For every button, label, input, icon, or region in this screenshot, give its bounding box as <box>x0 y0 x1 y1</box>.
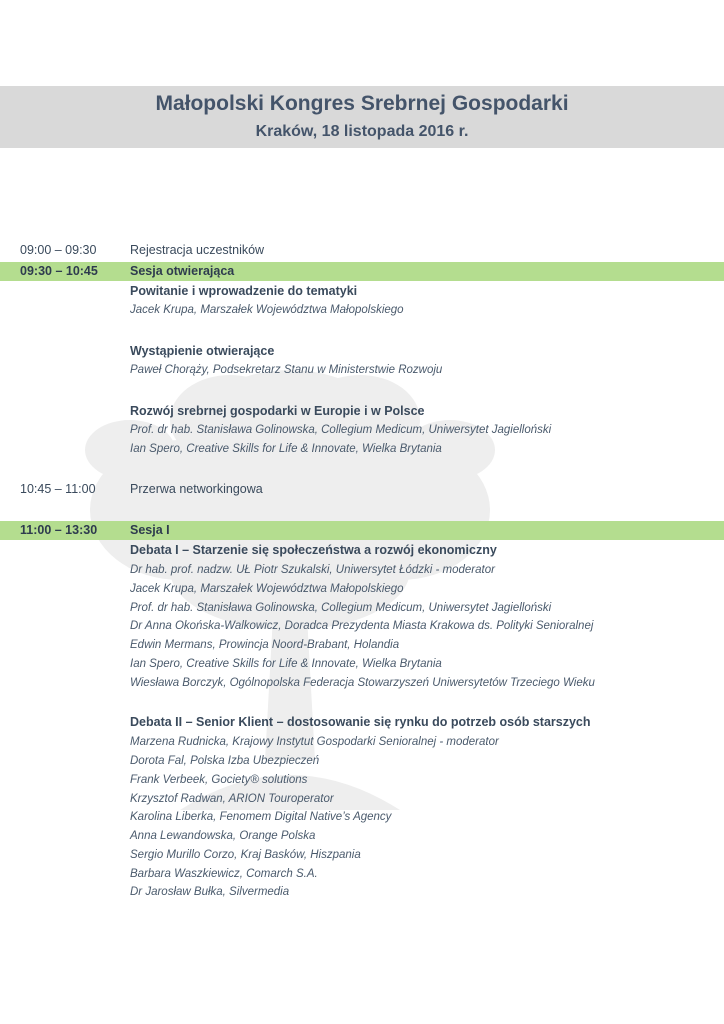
panelist: Edwin Mermans, Prowincja Noord-Brabant, Holandia <box>130 639 400 651</box>
agenda-time: 11:00 – 13:30 <box>20 523 98 537</box>
speaker: Paweł Chorąży, Podsekretarz Stanu w Ministerstwie Rozwoju <box>130 364 443 376</box>
panelist: Wiesława Borczyk, Ogólnopolska Federacja Stowarzyszeń Uniwersytetów Trzeciego Wieku <box>130 677 595 689</box>
page-subtitle: Kraków, 18 listopada 2016 r. <box>255 123 469 140</box>
header-band <box>0 86 724 148</box>
panelist: Anna Lewandowska, Orange Polska <box>130 830 316 842</box>
panelist: Dorota Fal, Polska Izba Ubezpieczeń <box>130 755 320 767</box>
panelist: Prof. dr hab. Stanisława Golinowska, Collegium Medicum, Uniwersytet Jagielloński <box>130 602 552 614</box>
panelist: Sergio Murillo Corzo, Kraj Basków, Hiszpania <box>130 849 361 861</box>
item-title: Powitanie i wprowadzenie do tematyki <box>130 284 358 298</box>
panelist: Ian Spero, Creative Skills for Life & Innovate, Wielka Brytania <box>130 658 442 670</box>
debate-title: Debata I – Starzenie się społeczeństwa a rozwój ekonomiczny <box>130 543 497 557</box>
agenda-row-break <box>0 480 724 499</box>
agenda-label: Sesja otwierająca <box>130 264 235 278</box>
agenda-time: 10:45 – 11:00 <box>20 482 96 496</box>
debate-title: Debata II – Senior Klient – dostosowanie się rynku do potrzeb osób starszych <box>130 715 591 729</box>
panelist: Marzena Rudnicka, Krajowy Instytut Gospodarki Senioralnej - moderator <box>130 736 499 748</box>
panelist: Krzysztof Radwan, ARION Touroperator <box>130 793 334 805</box>
panelist: Dr hab. prof. nadzw. UŁ Piotr Szukalski, Uniwersytet Łódzki - moderator <box>130 564 495 576</box>
agenda-time: 09:30 – 10:45 <box>20 264 98 278</box>
panelist: Dr Jarosław Bułka, Silvermedia <box>130 886 290 898</box>
panelist: Karolina Liberka, Fenomem Digital Native’s Agency <box>130 811 392 823</box>
agenda-label: Sesja I <box>130 523 170 537</box>
panelist: Barbara Waszkiewicz, Comarch S.A. <box>130 868 318 880</box>
panelist: Frank Verbeek, Gociety® solutions <box>130 774 308 786</box>
panelist: Dr Anna Okońska-Walkowicz, Doradca Prezydenta Miasta Krakowa ds. Polityki Senioralnej <box>130 620 594 632</box>
agenda-label: Przerwa networkingowa <box>130 482 263 496</box>
item-title: Wystąpienie otwierające <box>130 344 275 358</box>
agenda-row-registration <box>0 241 724 260</box>
agenda-label: Rejestracja uczestników <box>130 243 265 257</box>
speaker: Jacek Krupa, Marszałek Województwa Małopolskiego <box>130 304 404 316</box>
item-title: Rozwój srebrnej gospodarki w Europie i w Polsce <box>130 404 425 418</box>
page-title: Małopolski Kongres Srebrnej Gospodarki <box>155 92 569 115</box>
speaker: Ian Spero, Creative Skills for Life & Innovate, Wielka Brytania <box>130 443 442 455</box>
agenda-row-session-1 <box>0 521 724 540</box>
panelist: Jacek Krupa, Marszałek Województwa Małopolskiego <box>130 583 404 595</box>
agenda-time: 09:00 – 09:30 <box>20 243 97 257</box>
speaker: Prof. dr hab. Stanisława Golinowska, Collegium Medicum, Uniwersytet Jagielloński <box>130 424 552 436</box>
agenda-row-opening-session <box>0 262 724 281</box>
